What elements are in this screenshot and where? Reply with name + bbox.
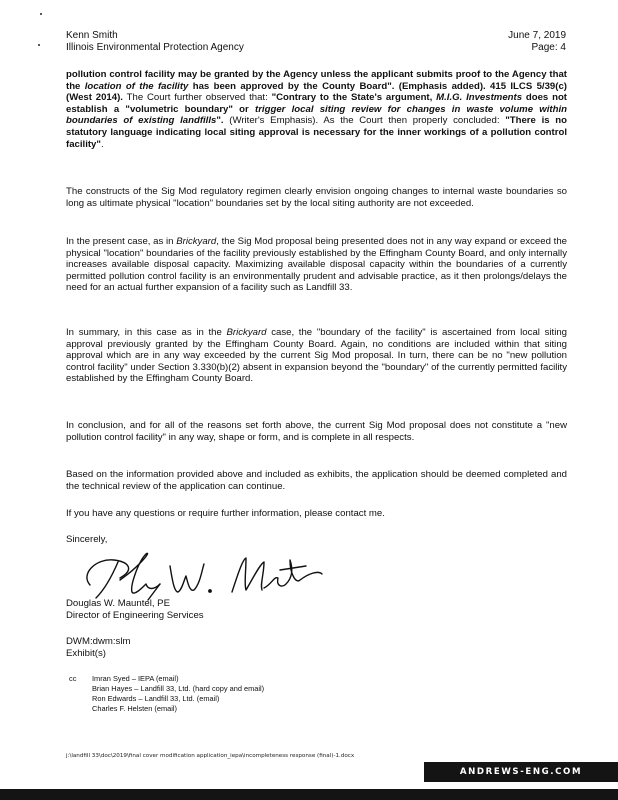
paragraph-conclusion: In conclusion, and for all of the reasons set forth above, the current Sig Mod proposal does not constitute a "new pollution control facility" in any way, shape or form, and is complete in all respects. (66, 420, 567, 443)
p1-plain-1: The Court further observed that: (122, 92, 272, 104)
header-recipient-name: Kenn Smith (66, 30, 118, 41)
p1-bold-1: pollution control facility may be granted by the Agency unless the applicant submits proof to the Agency that the (66, 69, 567, 92)
p1-emphasis-location: location of the facility (84, 80, 189, 92)
footer-brand-bar (424, 762, 618, 782)
p4-text-2: case, the "boundary of the facility" is ascertained from local siting approval previously granted by the Effingham County Board. Again, no conditions are included within that siting approval which are in any way exceeded by the current Sig Mod proposal. In turn, there can be no "new pollution control facility" under Section 3.330(b)(2) absent in expansion beyond the "boundary" of the currently permitted facility established by the Effingham County Board. (66, 327, 567, 385)
header-date: June 7, 2019 (508, 30, 566, 41)
p3-case-name: Brickyard (176, 236, 217, 247)
paragraph-court-quote (66, 69, 567, 150)
p4-text-1: In summary, in this case as in the (66, 327, 227, 338)
paragraph-sig-mod-constructs: The constructs of the Sig Mod regulatory regimen clearly envision ongoing changes to internal waste boundaries so long as ultimate physical "location" boundaries set by the local siting authority are not exceeded. (66, 186, 567, 209)
exhibits-note: Exhibit(s) (66, 648, 106, 659)
paragraph-contact: If you have any questions or require further information, please contact me. (66, 508, 385, 519)
p1-plain-3: . (100, 138, 104, 150)
p1-case-name: M.I.G. Investments (436, 92, 523, 104)
paragraph-summary (66, 327, 567, 385)
cc-recipient: Charles F. Helsten (email) (92, 704, 178, 713)
footer-brand-link: ANDREWS-ENG.COM (459, 767, 583, 777)
reference-initials: DWM:dwm:slm (66, 636, 131, 647)
p1-bold-4: does not establish a "volumetric boundary" or (66, 92, 567, 115)
p4-case-name: Brickyard (226, 327, 267, 338)
signer-name: Douglas W. Mauntel, PE (66, 598, 170, 609)
p1-bold-6: "There is no statutory language indicating local siting approval is necessary for the inner workings of a pollution control facility" (66, 115, 567, 150)
p3-text-1: In the present case, as in (66, 236, 177, 247)
p1-bold-3: "Contrary to the State's argument, (271, 92, 437, 104)
p3-text-2: , the Sig Mod proposal being presented does not in any way expand or exceed the physical "location" boundaries of the facility previously established by the Effingham County Board, and only internally increases available disposal capacity. Maximizing available disposal capacity within the boundaries of a currently permitted pollution control facility is an environmentally prudent and advisable practice, as it then prolongs/delays the need for an actual further expansion of a facility such as Landfill 33. (66, 236, 567, 294)
paragraph-review-request: Based on the information provided above and included as exhibits, the application should be deemed completed and the technical review of the application can continue. (66, 469, 567, 492)
signer-title: Director of Engineering Services (66, 610, 204, 621)
header-page-number: Page: 4 (531, 42, 566, 53)
salutation: Sincerely, (66, 534, 108, 545)
p1-bold-2: has been approved by the County Board". (Emphasis added). 415 ILCS 5/39(c) (West 2014). (66, 80, 567, 104)
bottom-scan-strip (0, 789, 618, 800)
scan-speck (38, 44, 40, 46)
cc-recipient: Brian Hayes – Landfill 33, Ltd. (hard copy and email) (92, 684, 265, 693)
cc-label: cc (69, 674, 77, 683)
paragraph-present-case (66, 236, 567, 294)
header-agency: Illinois Environmental Protection Agency (66, 42, 244, 53)
p1-bold-5: ". (216, 115, 224, 127)
cc-recipient: Ron Edwards – Landfill 33, Ltd. (email) (92, 694, 220, 703)
p1-emphasis-trigger: trigger local siting review for changes in waste volume within boundaries of existing landfills (66, 103, 567, 127)
footer-file-path: j:\landfill 33\doc\2019\final cover modification application_iepa\incompleteness response (final)-1.docx (66, 753, 355, 759)
cc-recipient: Imran Syed – IEPA (email) (92, 674, 179, 683)
p1-plain-2: (Writer's Emphasis). As the Court then properly concluded: (223, 115, 506, 127)
scan-speck (40, 13, 42, 15)
